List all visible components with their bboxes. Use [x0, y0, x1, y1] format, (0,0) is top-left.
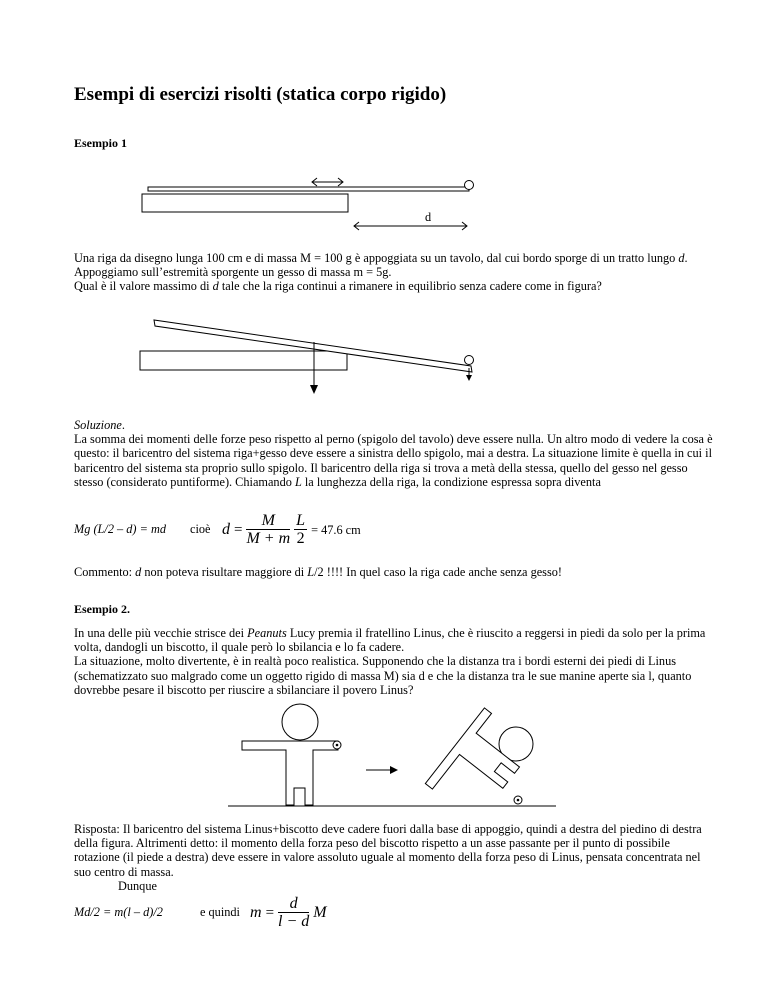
- example1-paragraph: Una riga da disegno lunga 100 cm e di massa M = 100 g è appoggiata su un tavolo, dal cui bordo sporge di un tratto lungo d. Appoggiamo sull’estremità sporgente un gesso di massa m = 5g. Qual è il valore massimo di d tale che la riga continui a rimanere in equilibrio senza cadere come in figura?: [74, 251, 688, 294]
- equation2-left: Md/2 = m(l – d)/2: [74, 905, 163, 919]
- equation1-formula: d = $\frac{M}{M + m}$ $\frac{L}{2}$ = 47.6 cm: [222, 512, 361, 547]
- figure1-d-label: d: [425, 210, 432, 224]
- fraction-l-over-2: $\frac{L}{2}$: [296, 512, 306, 547]
- example2-heading: Esempio 2.: [74, 602, 131, 616]
- figure-linus: [228, 700, 558, 812]
- dunque-label: Dunque: [118, 879, 157, 893]
- page-title: Esempi di esercizi risolti (statica corpo rigido): [74, 84, 447, 105]
- equation2-formula: m = $\frac{d}{l - d}$ M: [250, 895, 327, 930]
- equation1-left: Mg (L/2 – d) = md: [74, 522, 166, 536]
- equation1-cioe: cioè: [190, 522, 211, 536]
- example1-heading: Esempio 1: [74, 136, 128, 150]
- answer-paragraph: Risposta: Il baricentro del sistema Linus+biscotto deve cadere fuori dalla base di appoggio, quindi a destra del piedino di destra della figura. Altrimenti detto: il momento della forza peso del biscotto rispetto a un asse passante per il punto di possibile rotazione (il piede a destra) deve essere in valore assoluto uguale al momento della forza peso di Linus, pensata concentrata nel suo centro di massa.: [74, 822, 702, 879]
- solution-paragraph: Soluzione. La somma dei momenti delle forze peso rispetto al perno (spigolo del tavolo) deve essere nulla. Un altro modo di vedere la cosa è questo: il baricentro del sistema riga+gesso deve essere a sinistra dello spigolo, mai a destra. La situazione limite è quella in cui il baricentro del sistema sta proprio sullo spigolo. Il baricentro della riga si trova a metà della stessa, quello del gesso nel gesso stesso (considerato puntiforme). Chiamando L la lunghezza della riga, la condizione espressa sopra diventa: [74, 418, 713, 489]
- fraction-d-over-ld: $\frac{d}{l - d}$: [278, 895, 310, 930]
- figure-ruler-tilted: [138, 318, 478, 396]
- example2-paragraph: In una delle più vecchie strisce dei Peanuts Lucy premia il fratellino Linus, che è riuscito a reggersi in piedi da solo per la prima volta, dandogli un biscotto, il quale però lo sbilancia e lo fa cadere. La situazione, molto divertente, è in realtà poco realistica. Supponendo che la distanza tra i bordi esterni dei piedi di Linus (schematizzato suo malgrado come un oggetto rigido di massa M) sia d e che la distanza tra le sue manine aperte sia l, quanto dovrebbe pesare il biscotto per riuscire a sbilanciare il povero Linus?: [74, 626, 706, 697]
- fraction-m-over-mm: $\frac{M}{M + m}$: [246, 512, 291, 547]
- comment-line: Commento: d non poteva risultare maggiore di L/2 !!!! In quel caso la riga cade anche senza gesso!: [74, 565, 562, 579]
- equation2-quindi: e quindi: [200, 905, 240, 919]
